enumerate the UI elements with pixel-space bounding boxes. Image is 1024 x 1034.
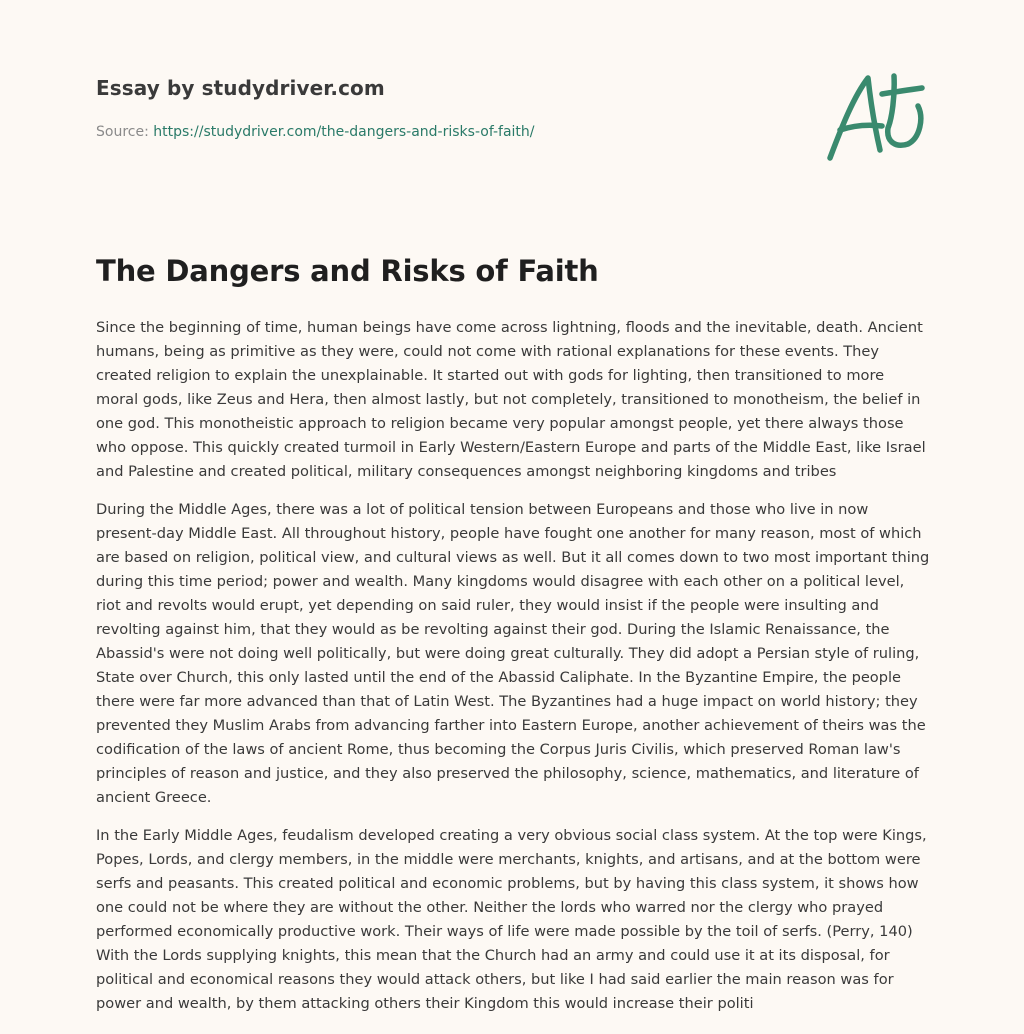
essay-body	[96, 316, 930, 1030]
source-link[interactable]: https://studydriver.com/the-dangers-and-risks-of-faith/	[153, 124, 535, 140]
a-plus-logo-icon	[822, 66, 932, 166]
essay-paragraph: In the Early Middle Ages, feudalism developed creating a very obvious social class system. At the top were Kings, Popes, Lords, and clergy members, in the middle were merchants, knights, and artisans, and at the bottom were serfs and peasants. This created political and economic problems, but by having this class system, it shows how one could not be where they are without the other. Neither the lords who warred nor the clergy who prayed performed economically productive work. Their ways of life were made possible by the toil of serfs. (Perry, 140) With the Lords supplying knights, this mean that the Church had an army and could use it at its disposal, for political and economical reasons they would attack others, but like I had said earlier the main reason was for power and wealth, by them attacking others their Kingdom this would increase their politi	[96, 827, 927, 1012]
source-label: Source:	[96, 124, 149, 140]
source-line	[96, 124, 535, 140]
essay-paragraph: Since the beginning of time, human beings have come across lightning, floods and the inevitable, death. Ancient humans, being as primitive as they were, could not come with rational explanations for these events. They created religion to explain the unexplainable. It started out with gods for lighting, then transitioned to more moral gods, like Zeus and Hera, then almost lastly, but not completely, transitioned to monotheism, the belief in one god. This monotheistic approach to religion became very popular amongst people, yet there always those who oppose. This quickly created turmoil in Early Western/Eastern Europe and parts of the Middle East, like Israel and Palestine and created political, military consequences amongst neighboring kingdoms and tribes	[96, 319, 926, 480]
site-brand: Essay by studydriver.com	[96, 76, 385, 100]
page-title: The Dangers and Risks of Faith	[96, 254, 599, 288]
essay-paragraph: During the Middle Ages, there was a lot of political tension between Europeans and those who live in now present-day Middle East. All throughout history, people have fought one another for many reason, most of which are based on religion, political view, and cultural views as well. But it all comes down to two most important thing during this time period; power and wealth. Many kingdoms would disagree with each other on a political level, riot and revolts would erupt, yet depending on said ruler, they would insist if the people were insulting and revolting against him, that they would as be revolting against their god. During the Islamic Renaissance, the Abassid's were not doing well politically, but were doing great culturally. They did adopt a Persian style of ruling, State over Church, this only lasted until the end of the Abassid Caliphate. In the Byzantine Empire, the people there were far more advanced than that of Latin West. The Byzantines had a huge impact on world history; they prevented they Muslim Arabs from advancing farther into Eastern Europe, another achievement of theirs was the codification of the laws of ancient Rome, thus becoming the Corpus Juris Civilis, which preserved Roman law's principles of reason and justice, and they also preserved the philosophy, science, mathematics, and literature of ancient Greece.	[96, 501, 930, 806]
